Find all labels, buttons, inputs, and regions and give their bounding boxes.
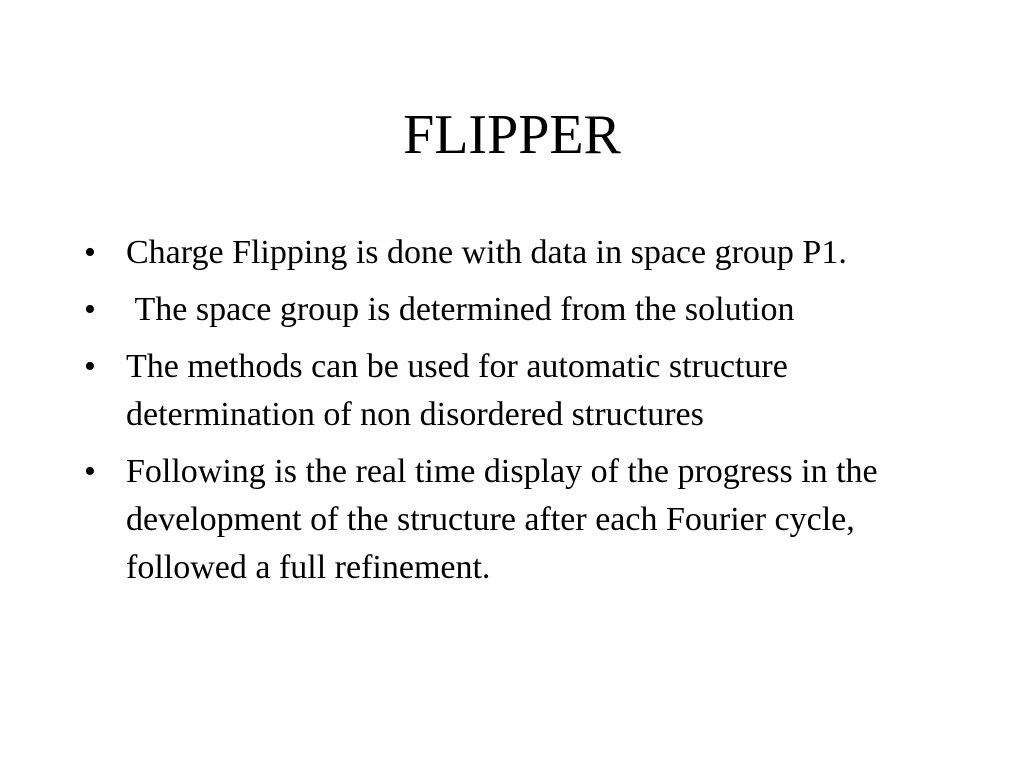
bullet-list: [84, 229, 934, 601]
bullet-icon: •: [84, 291, 96, 328]
slide-title: FLIPPER: [403, 104, 621, 166]
bullet-text: Following is the real time display of the progress in the development of the structure after each Fourier cycle, followed a full refinement.: [126, 453, 878, 586]
bullet-icon: •: [84, 234, 96, 271]
bullet-icon: •: [84, 453, 96, 490]
bullet-text: Charge Flipping is done with data in space group P1.: [126, 234, 847, 271]
list-item: [84, 286, 934, 334]
list-item: [84, 229, 934, 277]
bullet-text: The space group is determined from the solution: [126, 291, 795, 328]
bullet-icon: •: [84, 348, 96, 385]
list-item: [84, 448, 934, 592]
bullet-text: The methods can be used for automatic structure determination of non disordered structures: [126, 348, 788, 433]
list-item: [84, 343, 934, 439]
